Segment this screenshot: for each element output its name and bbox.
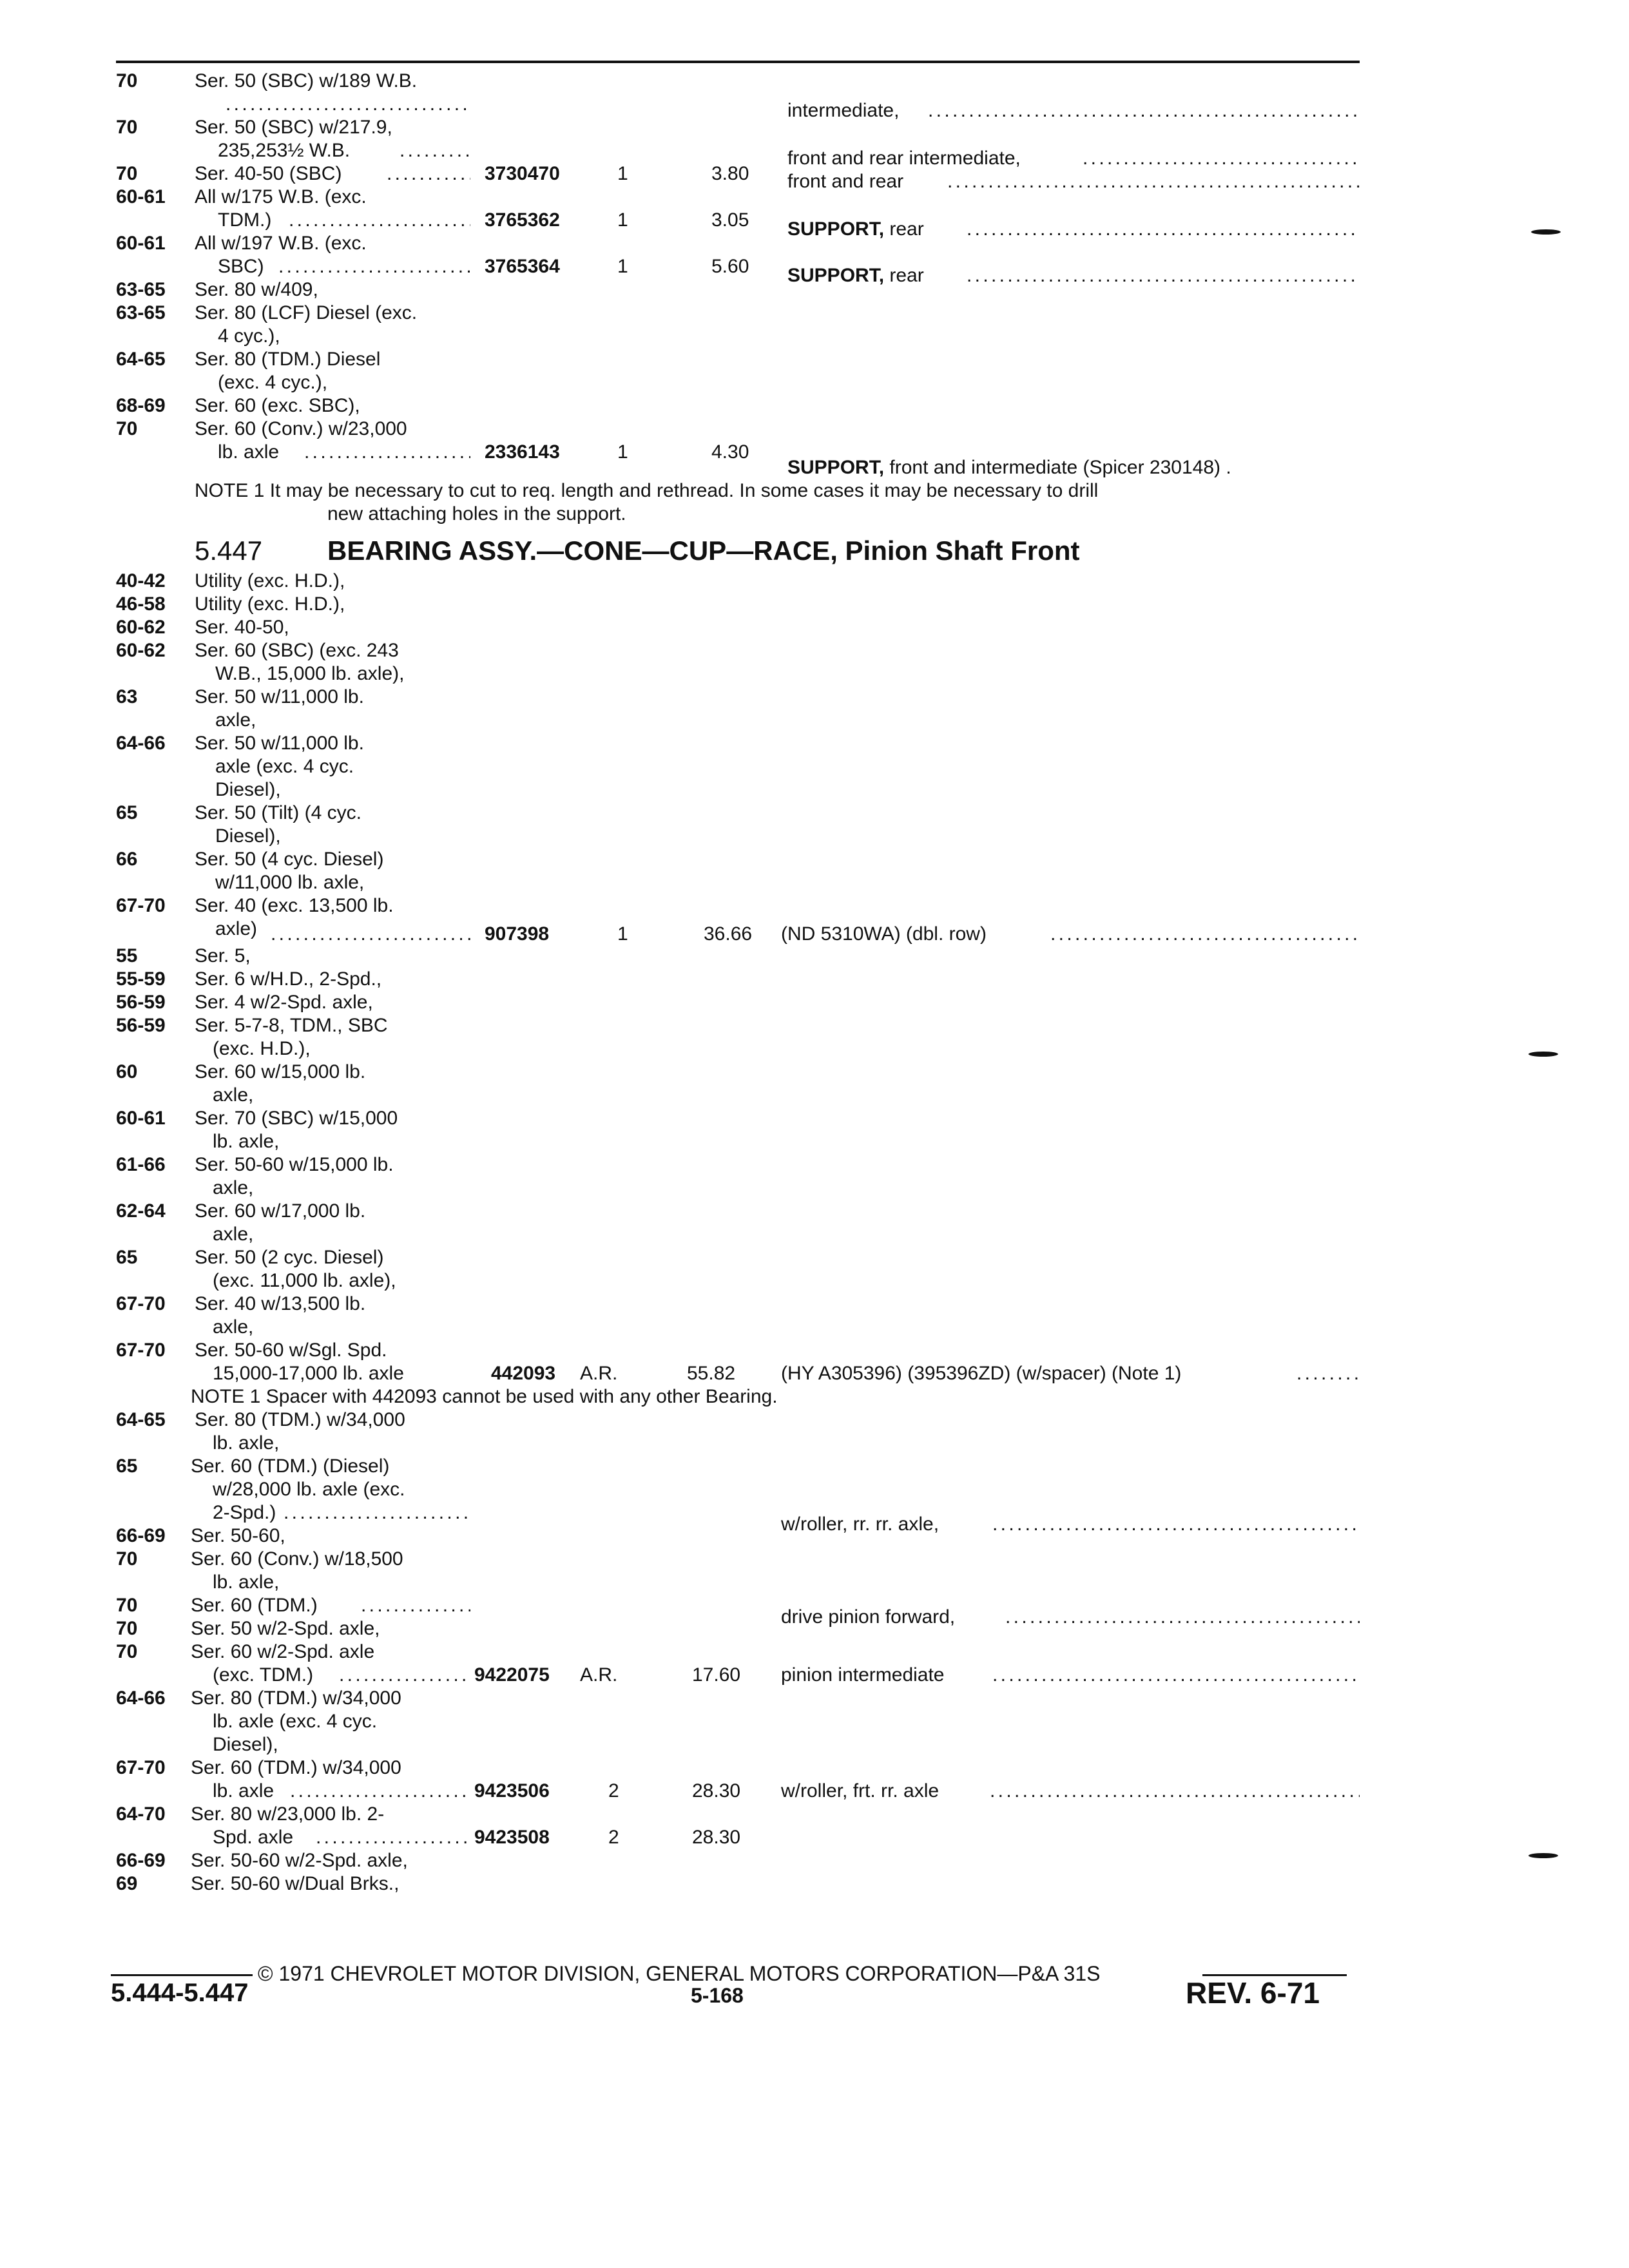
description-cell: lb. axle, xyxy=(213,1571,280,1593)
margin-tick xyxy=(1528,1853,1558,1858)
description-cell: All w/197 W.B. (exc. xyxy=(195,233,367,254)
section-title-bold: BEARING ASSY.—CONE—CUP—RACE, xyxy=(327,535,838,566)
remark-text: front and intermediate (Spicer 230148) xyxy=(889,457,1221,478)
year-cell: 64-66 xyxy=(116,1687,166,1709)
part-number: 9422075 xyxy=(474,1664,550,1686)
year-cell: 56-59 xyxy=(116,1015,166,1036)
dot-leader xyxy=(1005,1606,1360,1629)
part-number: 9423506 xyxy=(474,1780,550,1802)
quantity: 1 xyxy=(617,163,628,184)
description-cell: Spd. axle xyxy=(213,1827,294,1848)
description-cell: axle (exc. 4 cyc. xyxy=(215,756,354,777)
price: 55.82 xyxy=(687,1363,736,1384)
year-cell: 67-70 xyxy=(116,1757,166,1778)
description-cell: Ser. 50 (4 cyc. Diesel) xyxy=(195,849,384,870)
dot-leader xyxy=(1083,147,1360,170)
year-cell: 60-62 xyxy=(116,617,166,638)
remark-cell: w/roller, frt. rr. axle xyxy=(781,1780,940,1802)
description-cell: Ser. 50 w/2-Spd. axle, xyxy=(191,1618,380,1639)
year-cell: 70 xyxy=(116,117,138,138)
year-cell: 60-61 xyxy=(116,233,166,254)
dot-leader xyxy=(992,1513,1360,1536)
remark-keyword: SUPPORT, xyxy=(787,218,885,240)
year-cell: 70 xyxy=(116,163,138,184)
footer-rule-left xyxy=(111,1974,253,1976)
description-cell: Ser. 60 (TDM.) (Diesel) xyxy=(191,1456,390,1477)
year-cell: 63-65 xyxy=(116,279,166,300)
year-cell: 66 xyxy=(116,849,138,870)
year-cell: 70 xyxy=(116,1618,138,1639)
description-cell: w/28,000 lb. axle (exc. xyxy=(213,1479,405,1500)
year-cell: 60-61 xyxy=(116,186,166,207)
description-cell: w/11,000 lb. axle, xyxy=(215,872,365,893)
year-cell: 60-62 xyxy=(116,640,166,661)
dot-leader xyxy=(284,1501,470,1524)
dot-leader xyxy=(271,923,470,946)
price: 28.30 xyxy=(692,1780,741,1802)
description-cell: Ser. 60 (Conv.) w/23,000 xyxy=(195,418,407,439)
quantity: 1 xyxy=(617,923,628,945)
remark-text: rear xyxy=(889,218,924,240)
description-cell: Ser. 5-7-8, TDM., SBC xyxy=(195,1015,388,1036)
year-cell: 68-69 xyxy=(116,395,166,416)
description-cell: Ser. 80 (TDM.) Diesel xyxy=(195,349,381,370)
year-cell: 61-66 xyxy=(116,1154,166,1175)
description-cell: 2-Spd.) xyxy=(213,1502,276,1523)
part-number: 2336143 xyxy=(485,441,560,463)
description-cell: axle) xyxy=(215,918,258,939)
revision-label: REV. 6-71 xyxy=(1186,1976,1320,2010)
description-cell: Ser. 40-50 (SBC) xyxy=(195,163,342,184)
year-cell: 66-69 xyxy=(116,1850,166,1871)
description-cell: Diesel), xyxy=(213,1734,278,1755)
year-cell: 70 xyxy=(116,1595,138,1616)
price: 5.60 xyxy=(711,256,749,277)
description-cell: Ser. 60 w/17,000 lb. xyxy=(195,1200,366,1222)
remark-cell: (HY A305396) (395396ZD) (w/spacer) (Note 1) xyxy=(781,1363,1182,1384)
dot-leader xyxy=(967,218,1360,241)
year-cell: 64-70 xyxy=(116,1803,166,1825)
dot-leader xyxy=(967,264,1360,287)
year-cell: 65 xyxy=(116,1247,138,1268)
description-cell: (exc. TDM.) xyxy=(213,1664,314,1686)
dot-leader xyxy=(304,441,470,464)
quantity: 2 xyxy=(608,1780,619,1802)
section-title xyxy=(327,535,1080,567)
year-cell: 40-42 xyxy=(116,570,166,591)
description-cell: lb. axle, xyxy=(213,1432,280,1454)
year-cell: 70 xyxy=(116,1641,138,1662)
note-text: NOTE 1 Spacer with 442093 cannot be used with any other Bearing. xyxy=(191,1386,778,1407)
year-cell: 64-66 xyxy=(116,733,166,754)
year-cell: 55 xyxy=(116,945,138,966)
description-cell: Ser. 40 (exc. 13,500 lb. xyxy=(195,895,394,916)
dot-leader xyxy=(278,255,470,278)
year-cell: 69 xyxy=(116,1873,138,1894)
remark-keyword: SUPPORT, xyxy=(787,457,885,478)
remark-cell: w/roller, rr. rr. axle, xyxy=(781,1514,940,1535)
description-cell: Ser. 50 w/11,000 lb. xyxy=(195,686,364,707)
year-cell: 67-70 xyxy=(116,1293,166,1314)
description-cell: lb. axle xyxy=(213,1780,275,1802)
section-title-rest: Pinion Shaft Front xyxy=(845,535,1080,566)
quantity: A.R. xyxy=(580,1664,618,1686)
year-cell: 46-58 xyxy=(116,593,166,615)
description-cell: lb. axle, xyxy=(213,1131,280,1152)
remark-cell: (ND 5310WA) (dbl. row) xyxy=(781,923,987,945)
description-cell: Ser. 80 w/409, xyxy=(195,279,318,300)
dot-leader xyxy=(1296,1362,1360,1385)
description-cell: TDM.) xyxy=(218,209,272,231)
description-cell: axle, xyxy=(213,1316,254,1338)
margin-tick xyxy=(1531,229,1561,235)
year-cell: 64-65 xyxy=(116,349,166,370)
description-cell: Diesel), xyxy=(215,825,281,847)
description-cell: axle, xyxy=(213,1177,254,1198)
part-number: 3765362 xyxy=(485,209,560,231)
description-cell: Ser. 6 w/H.D., 2-Spd., xyxy=(195,968,382,990)
dot-leader xyxy=(316,1826,470,1849)
part-number: 907398 xyxy=(485,923,550,945)
description-cell: 4 cyc.), xyxy=(218,325,280,347)
price: 3.80 xyxy=(711,163,749,184)
description-cell: Ser. 5, xyxy=(195,945,251,966)
year-cell: 60 xyxy=(116,1061,138,1082)
description-cell: (exc. 11,000 lb. axle), xyxy=(213,1270,396,1291)
description-cell: axle, xyxy=(213,1224,254,1245)
description-cell: Ser. 80 (TDM.) w/34,000 xyxy=(191,1687,401,1709)
description-cell: Ser. 4 w/2-Spd. axle, xyxy=(195,992,373,1013)
description-cell: Ser. 50 w/11,000 lb. xyxy=(195,733,364,754)
dot-leader xyxy=(290,1780,470,1803)
year-cell: 70 xyxy=(116,1548,138,1570)
part-number: 3730470 xyxy=(485,163,560,184)
description-cell: SBC) xyxy=(218,256,264,277)
description-cell: Ser. 60 (exc. SBC), xyxy=(195,395,360,416)
year-cell: 70 xyxy=(116,70,138,91)
description-cell: Ser. 60 w/2-Spd. axle xyxy=(191,1641,375,1662)
description-cell: Utility (exc. H.D.), xyxy=(195,593,345,615)
description-cell: 235,253½ W.B. xyxy=(218,140,351,161)
year-cell: 63-65 xyxy=(116,302,166,323)
description-cell: Ser. 60 (Conv.) w/18,500 xyxy=(191,1548,403,1570)
description-cell: Ser. 60 (TDM.) xyxy=(191,1595,318,1616)
price: 36.66 xyxy=(704,923,753,945)
note-text: NOTE 1 It may be necessary to cut to req. length and rethread. In some cases it may be necessary to drill xyxy=(195,480,1099,501)
top-rule xyxy=(116,61,1360,63)
description-cell: Ser. 60 w/15,000 lb. xyxy=(195,1061,366,1082)
description-cell: All w/175 W.B. (exc. xyxy=(195,186,367,207)
dot-leader xyxy=(289,209,470,232)
description-cell: 15,000-17,000 lb. axle xyxy=(213,1363,404,1384)
section-number: 5.447 xyxy=(195,535,263,566)
remark-cell: pinion intermediate xyxy=(781,1664,945,1686)
description-cell: Ser. 50-60 w/2-Spd. axle, xyxy=(191,1850,408,1871)
price: 3.05 xyxy=(711,209,749,231)
description-cell: Ser. 80 (LCF) Diesel (exc. xyxy=(195,302,418,323)
description-cell: Ser. 50 (Tilt) (4 cyc. xyxy=(195,802,361,823)
year-cell: 64-65 xyxy=(116,1409,166,1430)
description-cell: Ser. 40-50, xyxy=(195,617,289,638)
description-cell: Ser. 50 (SBC) w/189 W.B. xyxy=(195,70,418,91)
description-cell: (exc. H.D.), xyxy=(213,1038,311,1059)
description-cell: Ser. 60 (TDM.) w/34,000 xyxy=(191,1757,401,1778)
remark-cell: drive pinion forward, xyxy=(781,1606,956,1628)
dot-leader xyxy=(226,93,470,116)
description-cell: W.B., 15,000 lb. axle), xyxy=(215,663,405,684)
description-cell: axle, xyxy=(215,709,256,731)
year-cell: 67-70 xyxy=(116,1340,166,1361)
page-number: 5-168 xyxy=(691,1984,744,2007)
price: 17.60 xyxy=(692,1664,741,1686)
remark-keyword: SUPPORT, xyxy=(787,265,885,286)
description-cell: Ser. 70 (SBC) w/15,000 xyxy=(195,1108,398,1129)
year-cell: 55-59 xyxy=(116,968,166,990)
dot-leader xyxy=(387,162,470,186)
dot-leader xyxy=(992,1664,1360,1687)
remark-cell xyxy=(787,264,924,287)
price: 28.30 xyxy=(692,1827,741,1848)
description-cell: Diesel), xyxy=(215,779,281,800)
year-cell: 67-70 xyxy=(116,895,166,916)
dot-leader xyxy=(339,1664,470,1687)
quantity: 1 xyxy=(617,441,628,463)
dot-leader xyxy=(990,1780,1360,1803)
dot-leader xyxy=(928,99,1360,122)
year-cell: 60-61 xyxy=(116,1108,166,1129)
description-cell: (exc. 4 cyc.), xyxy=(218,372,328,393)
remark-cell xyxy=(787,218,924,241)
description-cell: Ser. 60 (SBC) (exc. 243 xyxy=(195,640,399,661)
description-cell: Ser. 80 w/23,000 lb. 2- xyxy=(191,1803,385,1825)
year-cell: 63 xyxy=(116,686,138,707)
remark-cell: front and rear intermediate, xyxy=(787,148,1021,169)
quantity: 2 xyxy=(608,1827,619,1848)
section-range: 5.444-5.447 xyxy=(111,1979,249,2007)
description-cell: Ser. 80 (TDM.) w/34,000 xyxy=(195,1409,405,1430)
margin-tick xyxy=(1528,1052,1558,1057)
year-cell: 70 xyxy=(116,418,138,439)
year-cell: 65 xyxy=(116,802,138,823)
part-number: 442093 xyxy=(491,1363,556,1384)
description-cell: Ser. 50 (2 cyc. Diesel) xyxy=(195,1247,384,1268)
copyright-line: © 1971 CHEVROLET MOTOR DIVISION, GENERAL MOTORS CORPORATION—P&A 31S xyxy=(258,1962,1101,1985)
remark-text: rear xyxy=(889,265,924,286)
dot-leader xyxy=(947,170,1360,193)
remark-cell: SUPPORT, front and intermediate (Spicer 230148) . xyxy=(787,457,1231,478)
quantity: 1 xyxy=(617,256,628,277)
note-text: new attaching holes in the support. xyxy=(327,503,626,524)
part-number: 3765364 xyxy=(485,256,560,277)
description-cell: Ser. 40 w/13,500 lb. xyxy=(195,1293,366,1314)
year-cell: 66-69 xyxy=(116,1525,166,1546)
part-number: 9423508 xyxy=(474,1827,550,1848)
year-cell: 65 xyxy=(116,1456,138,1477)
quantity: A.R. xyxy=(580,1363,618,1384)
dot-leader xyxy=(400,139,470,162)
dot-leader xyxy=(361,1594,470,1617)
dot-leader xyxy=(1050,923,1360,946)
price: 4.30 xyxy=(711,441,749,463)
description-cell: lb. axle xyxy=(218,441,280,463)
description-cell: axle, xyxy=(213,1084,254,1106)
description-cell: Ser. 50-60 w/Dual Brks., xyxy=(191,1873,400,1894)
year-cell: 56-59 xyxy=(116,992,166,1013)
description-cell: Ser. 50-60 w/Sgl. Spd. xyxy=(195,1340,387,1361)
description-cell: Ser. 50 (SBC) w/217.9, xyxy=(195,117,392,138)
description-cell: Utility (exc. H.D.), xyxy=(195,570,345,591)
description-cell: Ser. 50-60, xyxy=(191,1525,285,1546)
remark-cell: front and rear xyxy=(787,171,904,192)
description-cell: lb. axle (exc. 4 cyc. xyxy=(213,1711,378,1732)
year-cell: 62-64 xyxy=(116,1200,166,1222)
remark-cell: intermediate, xyxy=(787,100,900,121)
quantity: 1 xyxy=(617,209,628,231)
description-cell: Ser. 50-60 w/15,000 lb. xyxy=(195,1154,394,1175)
